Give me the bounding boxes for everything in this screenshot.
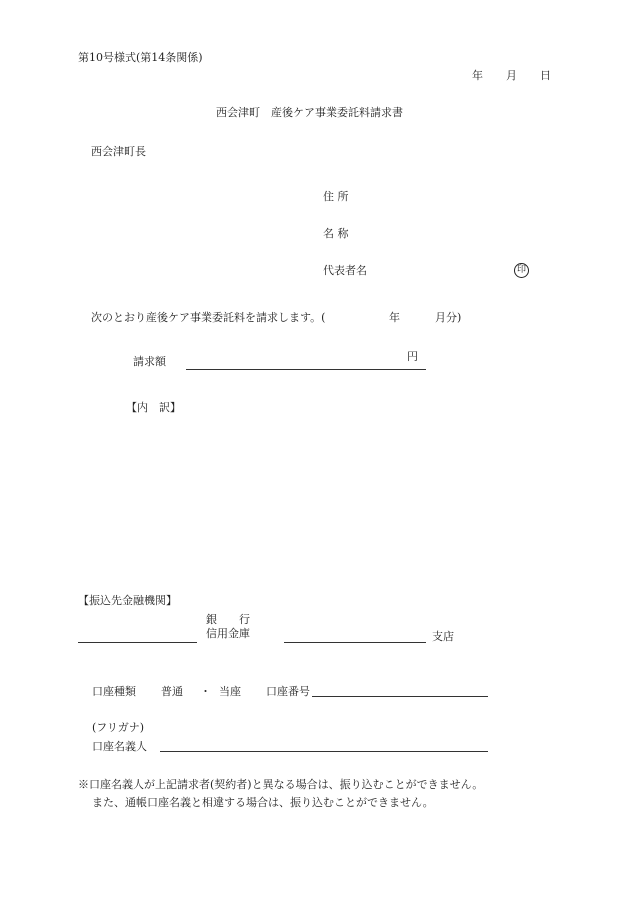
name-label: 名 称 <box>323 227 349 240</box>
date-month-label: 月 <box>506 69 517 82</box>
addressee: 西会津町長 <box>91 145 146 158</box>
note-line-2: また、通帳口座名義と相違する場合は、振り込むことができません。 <box>92 796 434 809</box>
branch-name-field[interactable] <box>284 642 426 643</box>
credit-union-label: 信用金庫 <box>206 627 250 640</box>
address-label: 住 所 <box>323 190 349 203</box>
statement-year-label: 年 <box>389 311 400 324</box>
date-year-label: 年 <box>472 69 483 82</box>
furigana-label: (フリガナ) <box>92 721 145 734</box>
note-line-1: ※口座名義人が上記請求者(契約者)と異なる場合は、振り込むことができません。 <box>78 778 484 791</box>
amount-label: 請求額 <box>133 355 166 368</box>
account-type-current[interactable]: 当座 <box>219 685 241 698</box>
branch-label: 支店 <box>432 630 454 643</box>
representative-label: 代表者名 <box>323 264 367 277</box>
account-holder-field[interactable] <box>160 751 488 752</box>
account-number-label: 口座番号 <box>266 685 310 698</box>
account-type-label: 口座種類 <box>92 685 136 698</box>
account-number-field[interactable] <box>312 696 488 697</box>
request-statement: 次のとおり産後ケア事業委託料を請求します。( <box>91 311 326 324</box>
seal-mark: 印 <box>514 263 529 278</box>
bank-section-label: 【振込先金融機関】 <box>78 594 177 607</box>
amount-field[interactable] <box>186 369 426 370</box>
date-day-label: 日 <box>540 69 551 82</box>
document-title: 西会津町 産後ケア事業委託料請求書 <box>216 106 403 119</box>
statement-month-label: 月分) <box>435 311 462 324</box>
account-holder-label: 口座名義人 <box>92 740 147 753</box>
bank-type-label: 銀 行 <box>206 613 250 626</box>
bank-name-field[interactable] <box>78 642 197 643</box>
form-number: 第10号様式(第14条関係) <box>78 51 203 64</box>
amount-unit: 円 <box>407 350 418 363</box>
breakdown-label: 【内 訳】 <box>126 401 181 414</box>
account-type-separator: ・ <box>200 685 211 698</box>
account-type-ordinary[interactable]: 普通 <box>161 685 183 698</box>
